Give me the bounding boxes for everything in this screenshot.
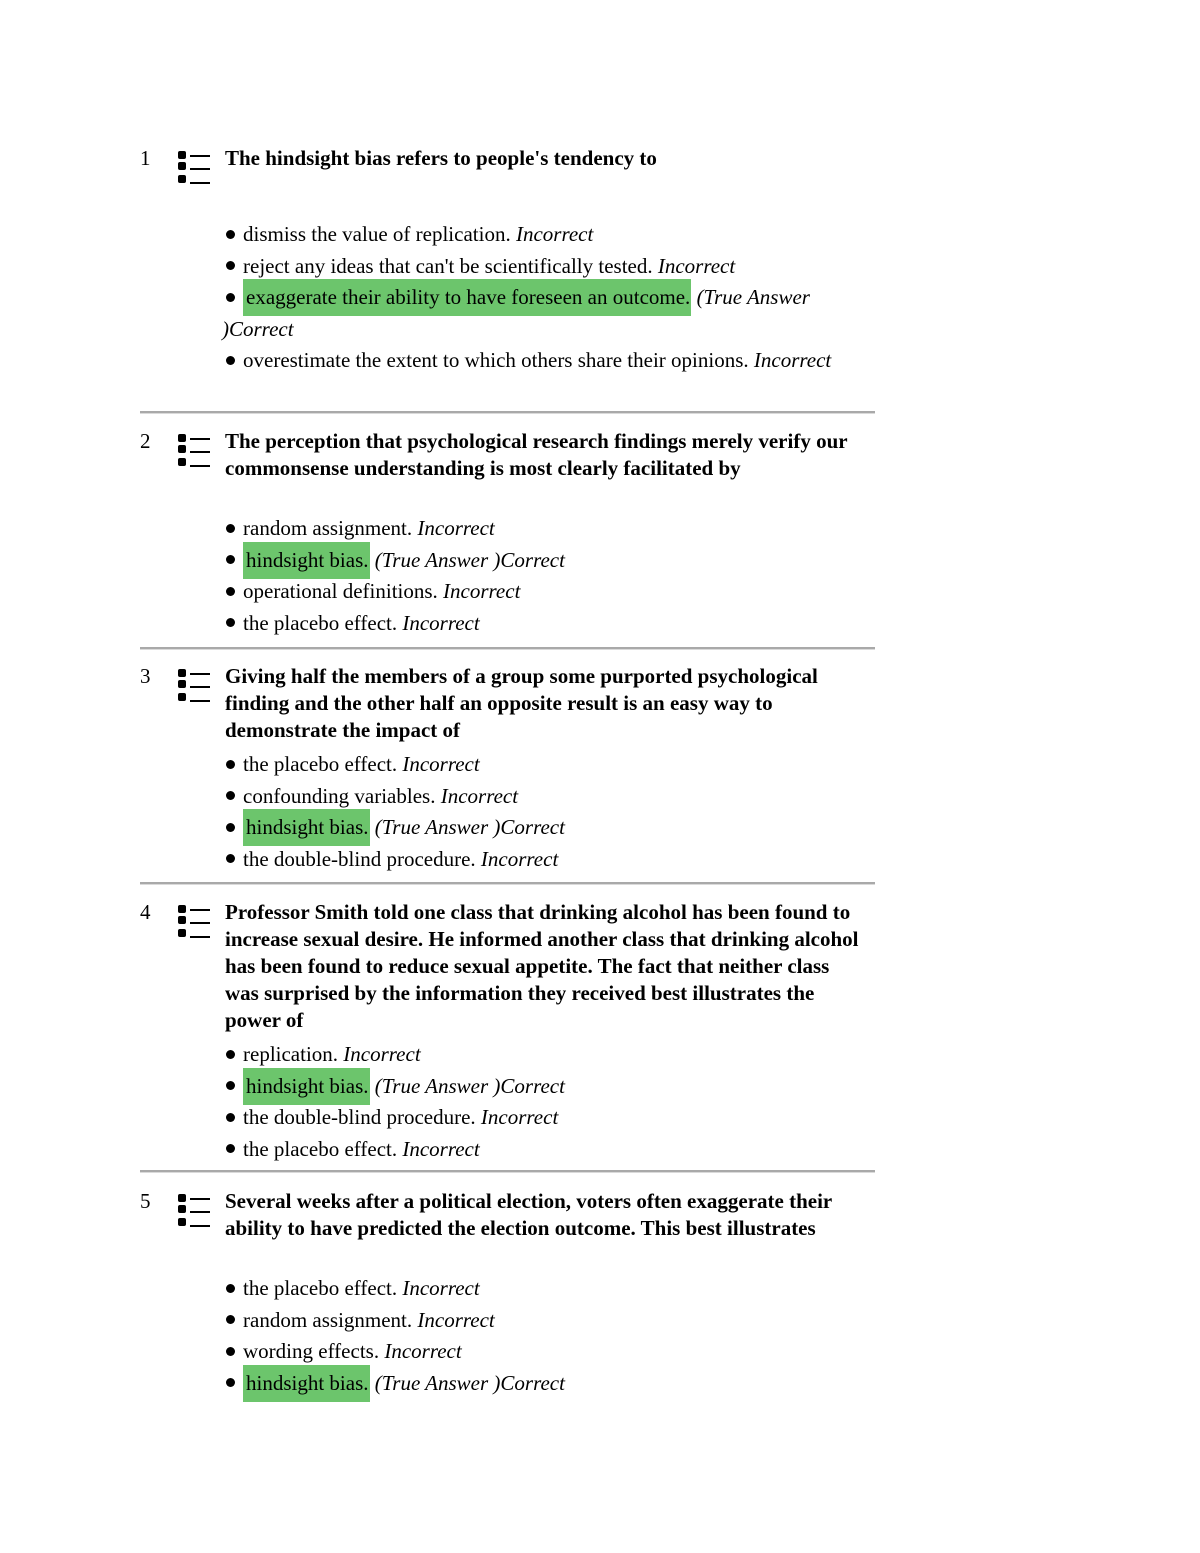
question-number: 5 [140,1189,151,1213]
answer-options [222,219,872,377]
option-feedback: (True Answer )Correct [369,1073,565,1098]
list-icon [176,666,216,706]
option-feedback: Incorrect [475,1105,559,1129]
option-feedback: Incorrect [397,752,480,776]
option-feedback: (True Answer )Correct [369,547,565,572]
answer-option [222,1336,872,1368]
answer-option [222,219,872,251]
question-divider [140,1170,875,1173]
option-feedback: Incorrect [435,783,519,808]
option-feedback: (True Answer )Correct [369,815,565,839]
option-text: the placebo effect. [243,1276,398,1300]
question-divider [140,647,875,650]
answer-option-correct [222,812,872,844]
list-icon [176,1191,216,1231]
bullet-icon [226,356,235,365]
list-icon [176,148,216,188]
answer-option [222,251,872,283]
option-text: dismiss the value of replication. [243,222,511,246]
option-text: confounding variables. [243,783,436,808]
option-feedback: Incorrect [475,846,559,871]
answer-option [222,844,872,876]
question-text: Giving half the members of a group some purported psychological finding and the other half an opposite result is an easy way to demonstrate the impact of [225,664,818,742]
option-feedback: Incorrect [397,1276,480,1300]
option-feedback: (True Answer )Correct [222,285,810,341]
answer-options [222,1273,872,1399]
bullet-icon [226,555,235,564]
option-feedback: Incorrect [412,516,495,540]
bullet-icon [226,261,235,270]
answer-options [222,749,872,875]
option-text: operational definitions. [243,579,438,603]
answer-option [222,576,872,608]
answer-option-correct [222,1368,872,1400]
option-feedback: Incorrect [397,610,480,635]
option-feedback: Incorrect [379,1339,462,1363]
option-feedback: Incorrect [510,222,594,246]
answer-option [222,1039,872,1071]
answer-option [222,1305,872,1337]
bullet-icon [226,230,235,239]
bullet-icon [226,1378,235,1387]
option-feedback: Incorrect [652,253,736,278]
option-text: random assignment. [243,1307,413,1332]
answer-option-correct [222,1071,872,1103]
option-text: the double-blind procedure. [243,1105,476,1129]
option-feedback: Incorrect [437,579,521,603]
option-text: the double-blind procedure. [243,846,476,871]
option-text: replication. [243,1042,339,1066]
question-text: Professor Smith told one class that drinking alcohol has been found to increase sexual desire. He informed another class that drinking alcohol has been found to reduce sexual appetite. The fact that neither class was surprised by the information they received best illustrates the power of [225,900,859,1032]
option-text: overestimate the extent to which others share their opinions. [243,348,749,372]
bullet-icon [226,823,235,832]
question-divider [140,882,875,885]
option-text: random assignment. [243,516,413,540]
option-text: the placebo effect. [243,752,398,776]
bullet-icon [226,760,235,769]
question-number: 1 [140,146,151,170]
bullet-icon [226,791,235,800]
option-text: the placebo effect. [243,610,398,635]
answer-option [222,608,872,640]
answer-option-correct [222,545,872,577]
list-icon [176,431,216,471]
bullet-icon [226,587,235,596]
option-feedback: Incorrect [338,1042,421,1066]
answer-option [222,1134,872,1166]
option-text-highlighted: hindsight bias. [243,542,370,579]
bullet-icon [226,524,235,533]
bullet-icon [226,618,235,627]
answer-option [222,1273,872,1305]
option-feedback: Incorrect [397,1136,480,1161]
answer-options [222,1039,872,1165]
question-number: 4 [140,900,151,924]
bullet-icon [226,1347,235,1356]
list-icon [176,902,216,942]
bullet-icon [226,293,235,302]
option-text-highlighted: hindsight bias. [243,1365,370,1402]
bullet-icon [226,854,235,863]
question-divider [140,411,875,414]
answer-option [222,1102,872,1134]
bullet-icon [226,1113,235,1122]
answer-options [222,513,872,639]
bullet-icon [226,1144,235,1153]
bullet-icon [226,1050,235,1059]
option-feedback: (True Answer )Correct [369,1370,565,1395]
answer-option [222,749,872,781]
option-text-highlighted: exaggerate their ability to have foreseen an outcome. [243,279,691,316]
question-text: Several weeks after a political election, voters often exaggerate their ability to have predicted the election outcome. This best illustrates [225,1189,832,1240]
question-number: 3 [140,664,151,688]
option-feedback: Incorrect [748,348,832,372]
question-number: 2 [140,429,151,453]
answer-option-correct [222,282,872,345]
bullet-icon [226,1315,235,1324]
answer-option [222,781,872,813]
option-feedback: Incorrect [412,1307,495,1332]
option-text-highlighted: hindsight bias. [243,809,370,846]
option-text: wording effects. [243,1339,380,1363]
option-text: the placebo effect. [243,1136,398,1161]
bullet-icon [226,1284,235,1293]
question-text: The hindsight bias refers to people's tendency to [225,146,657,170]
answer-option [222,345,872,377]
answer-option [222,513,872,545]
option-text: reject any ideas that can't be scientifically tested. [243,253,653,278]
question-text: The perception that psychological research findings merely verify our commonsense understanding is most clearly facilitated by [225,429,848,480]
bullet-icon [226,1081,235,1090]
option-text-highlighted: hindsight bias. [243,1068,370,1105]
